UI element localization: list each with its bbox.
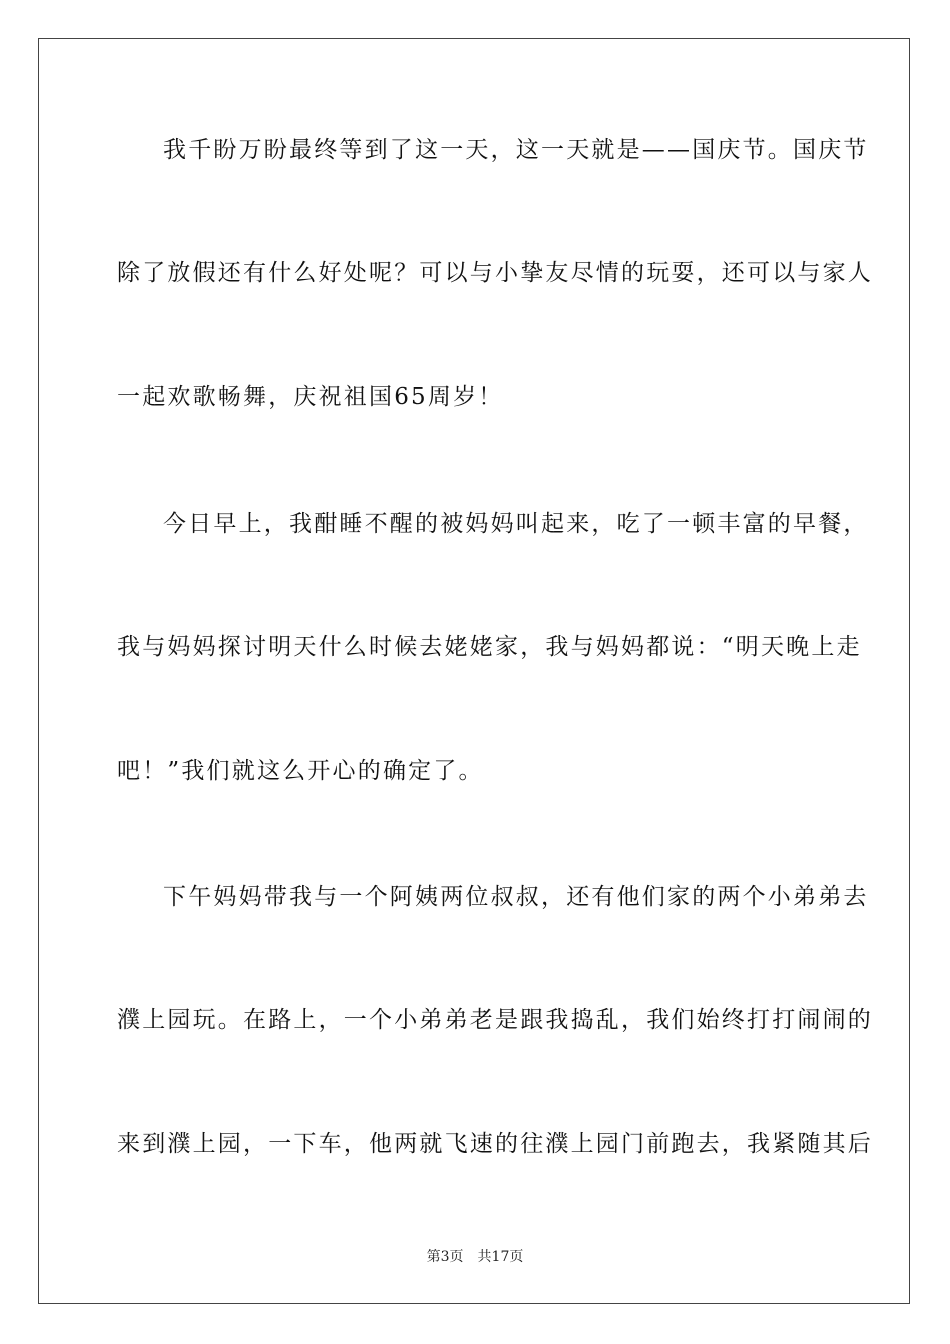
page-footer <box>0 1248 950 1266</box>
paragraph-2-line-2: 我与妈妈探讨明天什么时候去姥姥家，我与妈妈都说：“明天晚上走 <box>117 634 862 660</box>
paragraph-1-line-1: 我千盼万盼最终等到了这一天，这一天就是——国庆节。国庆节 <box>163 137 869 163</box>
page-number: 第3页 <box>426 1249 464 1265</box>
page-border <box>38 38 910 1304</box>
paragraph-1-line-3: 一起欢歌畅舞，庆祝祖国65周岁！ <box>117 384 504 410</box>
paragraph-2-line-1: 今日早上，我酣睡不醒的被妈妈叫起来，吃了一顿丰富的早餐， <box>163 511 869 537</box>
paragraph-1-line-2: 除了放假还有什么好处呢？可以与小挚友尽情的玩耍，还可以与家人 <box>117 260 873 286</box>
paragraph-2-line-3: 吧！”我们就这么开心的确定了。 <box>117 758 484 784</box>
paragraph-3-line-2: 濮上园玩。在路上，一个小弟弟老是跟我捣乱，我们始终打打闹闹的 <box>117 1007 873 1033</box>
paragraph-3-line-3: 来到濮上园，一下车，他两就飞速的往濮上园门前跑去，我紧随其后 <box>117 1131 873 1157</box>
page-total: 共17页 <box>477 1249 524 1265</box>
paragraph-3-line-1: 下午妈妈带我与一个阿姨两位叔叔，还有他们家的两个小弟弟去 <box>163 884 869 910</box>
